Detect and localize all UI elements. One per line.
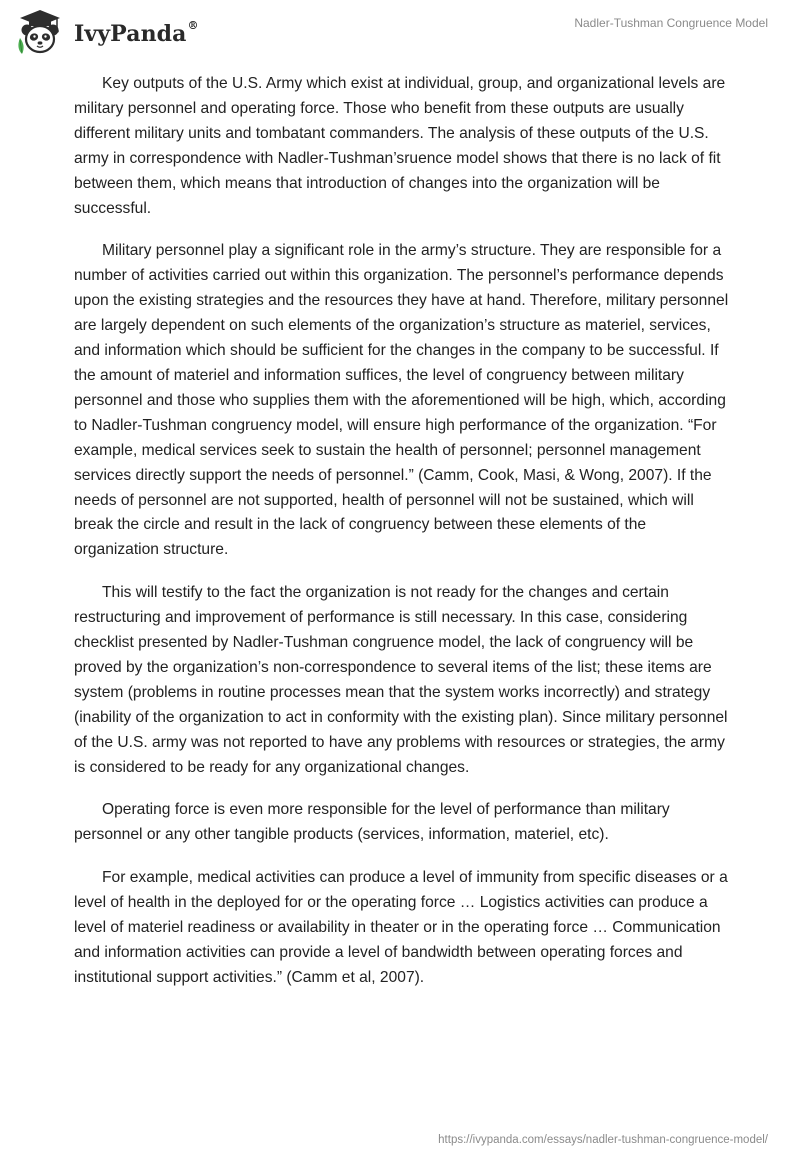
paragraph: Military personnel play a significant role in the army’s structure. They are responsible for a number of activities carried out within this organization. The personnel’s performance depends upon the existing strategies and the resources they have at hand. Therefore, military personnel are largely dependent on such elements of the organization’s structure as materiel, services, and information which should be sufficient for the changes in the company to be successful. If the amount of materiel and information suffices, the level of congruency between military personnel and those who supplies them with the aforementioned will be high, which, according to Nadler-Tushman congruency model, will ensure high performance of the organization. “For example, medical services seek to sustain the health of personnel; personnel management services directly support the needs of personnel.” (Camm, Cook, Masi, & Wong, 2007). If the needs of personnel are not supported, health of personnel will not be sustained, which will break the circle and result in the lack of congruency between these elements of the organization structure. xyxy=(74,242,729,559)
document-title: Nadler-Tushman Congruence Model xyxy=(574,16,768,30)
paragraph: Operating force is even more responsible for the level of performance than military personnel or any other tangible products (services, information, materiel, etc). xyxy=(74,801,670,844)
source-url[interactable]: https://ivypanda.com/essays/nadler-tushman-congruence-model/ xyxy=(438,1134,768,1146)
registered-mark: ® xyxy=(187,18,199,32)
paragraph: Key outputs of the U.S. Army which exist at individual, group, and organizational levels are military personnel and operating force. Those who benefit from these outputs are usually different military units and tombatant commanders. The analysis of these outputs of the U.S. army in correspondence with Nadler-Tushman’sruence model shows that there is no lack of fit between them, which means that introduction of changes into the organization will be successful. xyxy=(74,75,726,217)
ivypanda-logo[interactable] xyxy=(14,8,199,56)
page-header xyxy=(0,0,800,60)
paragraph: For example, medical activities can produce a level of immunity from specific diseases or a level of health in the deployed for or the operating force … Logistics activities can produce a level of materiel readiness or availability in theater or in the operating force … Communication and information activities can provide a level of bandwidth between operating forces and institutional support activities.” (Camm et al, 2007). xyxy=(74,869,728,986)
paragraph: This will testify to the fact the organization is not ready for the changes and certain restructuring and improvement of performance is still necessary. In this case, considering checklist presented by Nadler-Tushman congruence model, the lack of congruency will be proved by the organization’s non-correspondence to several items of the list; these items are system (problems in routine processes mean that the system works incorrectly) and strategy (inability of the organization to act in conformity with the existing plan). Since military personnel of the U.S. army was not reported to have any problems with resources or strategies, the army is considered to be ready for any organizational changes. xyxy=(74,584,728,776)
essay-body xyxy=(74,72,734,1009)
panda-graduation-cap-icon xyxy=(14,8,66,56)
brand-name: IvyPanda® xyxy=(74,18,199,47)
